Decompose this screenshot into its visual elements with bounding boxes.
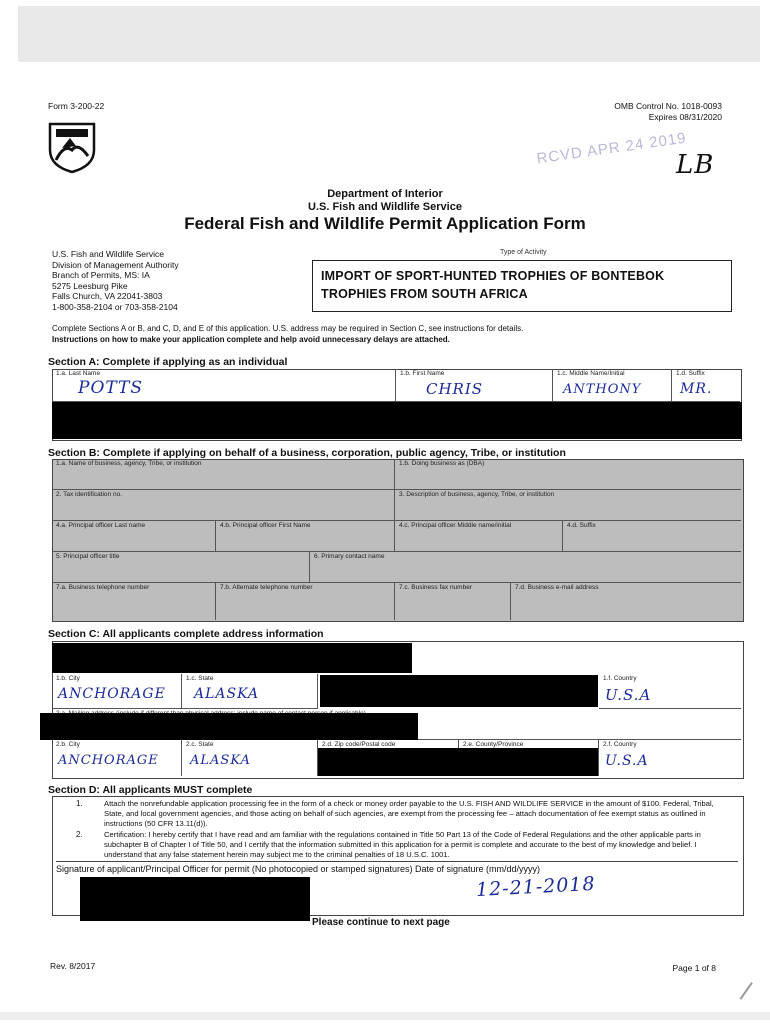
first-name-label: 1.b. First Name bbox=[400, 370, 445, 377]
field-label: 7.a. Business telephone number bbox=[56, 584, 150, 591]
field-label: 1.a. Name of business, agency, Tribe, or institution bbox=[56, 460, 202, 467]
field-label: 4.d. Suffix bbox=[567, 522, 596, 529]
form-number: Form 3-200-22 bbox=[48, 101, 105, 111]
state-label: 1.c. State bbox=[186, 675, 214, 682]
item-1-number: 1. bbox=[76, 799, 83, 808]
instructions-line-2: Instructions on how to make your application complete and help avoid unnecessary delays are attached. bbox=[52, 335, 450, 344]
agency-address bbox=[52, 249, 179, 312]
section-a-title: Section A: Complete if applying as an individual bbox=[48, 356, 288, 368]
staff-initials: LB bbox=[676, 150, 715, 180]
field-label: 7.b. Alternate telephone number bbox=[220, 584, 313, 591]
field-label: 7.c. Business fax number bbox=[399, 584, 472, 591]
city-field[interactable] bbox=[52, 674, 182, 709]
business-description-field[interactable] bbox=[395, 490, 741, 521]
field-label: 7.d. Business e-mail address bbox=[515, 584, 599, 591]
field-label: 4.c. Principal officer Middle name/initial bbox=[399, 522, 512, 529]
redaction-bar bbox=[40, 713, 418, 740]
business-fax-field[interactable] bbox=[395, 583, 511, 620]
mailing-state-field[interactable] bbox=[182, 740, 318, 776]
business-email-field[interactable] bbox=[511, 583, 741, 620]
scan-bottom-band bbox=[0, 1012, 770, 1020]
mailing-zip-label: 2.d. Zip code/Postal code bbox=[322, 741, 396, 748]
country-label: 1.f. Country bbox=[603, 675, 637, 682]
mailing-state-label: 2.c. State bbox=[186, 741, 214, 748]
mailing-city-field[interactable] bbox=[52, 740, 182, 776]
city-value: ANCHORAGE bbox=[58, 686, 166, 702]
activity-line-2: TROPHIES FROM SOUTH AFRICA bbox=[321, 287, 528, 301]
signature-redaction bbox=[80, 877, 310, 921]
officer-title-field[interactable] bbox=[52, 552, 310, 583]
field-label: 4.a. Principal officer Last name bbox=[56, 522, 146, 529]
section-d-title: Section D: All applicants MUST complete bbox=[48, 784, 253, 796]
instructions-line-1: Complete Sections A or B, and C, D, and E of this application. U.S. address may be required in Section C, see instructions for details. bbox=[52, 324, 524, 333]
country-field[interactable] bbox=[599, 674, 741, 709]
expiry-date: Expires 08/31/2020 bbox=[648, 112, 722, 122]
mailing-country-field[interactable] bbox=[599, 740, 741, 776]
mailing-city-value: ANCHORAGE bbox=[58, 753, 159, 768]
address-line: 1-800-358-2104 or 703-358-2104 bbox=[52, 301, 178, 312]
field-label: 4.b. Principal officer First Name bbox=[220, 522, 311, 529]
officer-suffix-field[interactable] bbox=[563, 521, 741, 552]
redaction-bar bbox=[52, 643, 412, 673]
scan-top-band bbox=[18, 6, 760, 62]
mailing-county-label: 2.e. County/Province bbox=[463, 741, 524, 748]
activity-box[interactable] bbox=[312, 260, 732, 312]
business-phone-field[interactable] bbox=[52, 583, 216, 620]
mailing-country-label: 2.f. Country bbox=[603, 741, 637, 748]
fee-instruction: Attach the nonrefundable application processing fee in the form of a check or money order payable to the U.S. FISH AND WILDLIFE SERVICE in the amount of $100. Federal, Tribal, State, and local government agencies, and those acting on behalf of such agencies, are exempt from the processing fee – attach documentation of fee exempt status as outlined in instructions (50 CFR 13.11(d)). bbox=[104, 799, 714, 828]
primary-contact-field[interactable] bbox=[310, 552, 741, 583]
fws-seal-logo bbox=[46, 120, 98, 174]
service-name: U.S. Fish and Wildlife Service bbox=[308, 201, 462, 213]
officer-middle-name-field[interactable] bbox=[395, 521, 563, 552]
suffix-field[interactable] bbox=[672, 369, 740, 402]
first-name-field[interactable] bbox=[396, 369, 553, 402]
officer-first-name-field[interactable] bbox=[216, 521, 395, 552]
business-name-field[interactable] bbox=[52, 459, 395, 490]
address-line: Falls Church, VA 22041-3803 bbox=[52, 291, 163, 301]
field-label: 5. Principal officer title bbox=[56, 553, 120, 560]
redaction-bar bbox=[52, 402, 742, 439]
address-line: Branch of Permits, MS: IA bbox=[52, 270, 150, 280]
department-name: Department of Interior bbox=[327, 188, 443, 200]
divider bbox=[56, 861, 738, 862]
signature-date[interactable]: 12-21-2018 bbox=[475, 872, 597, 902]
redaction-bar bbox=[318, 748, 598, 776]
dba-field[interactable] bbox=[395, 459, 741, 490]
middle-name-label: 1.c. Middle Name/Initial bbox=[557, 370, 625, 377]
signature-label: Signature of applicant/Principal Officer for permit (No photocopied or stamped signatures) Date of signature (mm/dd/yyyy) bbox=[56, 864, 541, 874]
form-title: Federal Fish and Wildlife Permit Application Form bbox=[184, 214, 586, 233]
certification-text: Certification: I hereby certify that I have read and am familiar with the regulations contained in Title 50 Part 13 of the Code of Federal Regulations and the other applicable parts in subchapter B of Chapter I of Title 50, and I certify that the information submitted in this application for a permit is complete and accurate to the best of my knowledge and belief. I understand that any false statement herein may subject me to the criminal penalties of 18 U.S.C. 1001. bbox=[104, 830, 701, 859]
officer-last-name-field[interactable] bbox=[52, 521, 216, 552]
field-label: 6. Primary contact name bbox=[314, 553, 385, 560]
address-line: 5275 Leesburg Pike bbox=[52, 280, 128, 291]
last-name-label: 1.a. Last Name bbox=[56, 370, 101, 377]
state-value: ALASKA bbox=[194, 686, 260, 702]
address-line: Division of Management Authority bbox=[52, 259, 179, 270]
country-value: U.S.A bbox=[605, 686, 652, 704]
field-label: 1.b. Doing business as (DBA) bbox=[399, 460, 485, 467]
redaction-bar bbox=[320, 675, 598, 707]
activity-label: Type of Activity bbox=[500, 249, 547, 256]
suffix-value: MR. bbox=[680, 381, 713, 397]
middle-name-value: ANTHONY bbox=[563, 382, 642, 397]
page-number: Page 1 of 8 bbox=[672, 963, 716, 973]
scan-mark bbox=[740, 982, 753, 999]
address-line: U.S. Fish and Wildlife Service bbox=[52, 249, 164, 259]
last-name-field[interactable] bbox=[52, 369, 396, 402]
section-b-title: Section B: Complete if applying on behalf of a business, corporation, public agency, Tribe, or institution bbox=[48, 447, 566, 459]
continue-notice: Please continue to next page bbox=[312, 917, 450, 928]
mailing-country-value: U.S.A bbox=[605, 753, 649, 769]
state-field[interactable] bbox=[182, 674, 318, 709]
suffix-label: 1.d. Suffix bbox=[676, 370, 705, 377]
tax-id-field[interactable] bbox=[52, 490, 395, 521]
middle-name-field[interactable] bbox=[553, 369, 672, 402]
mailing-city-label: 2.b. City bbox=[56, 741, 80, 748]
first-name-value: CHRIS bbox=[426, 380, 484, 398]
section-c-title: Section C: All applicants complete address information bbox=[48, 628, 324, 640]
field-label: 2. Tax identification no. bbox=[56, 491, 123, 498]
last-name-value: POTTS bbox=[78, 378, 144, 398]
activity-line-1: IMPORT OF SPORT-HUNTED TROPHIES OF BONTEBOK bbox=[321, 269, 665, 283]
alternate-phone-field[interactable] bbox=[216, 583, 395, 620]
revision: Rev. 8/2017 bbox=[50, 961, 96, 971]
item-2-number: 2. bbox=[76, 830, 83, 839]
received-stamp: RCVD APR 24 2019 bbox=[535, 129, 688, 168]
omb-control: OMB Control No. 1018-0093 bbox=[614, 101, 722, 111]
field-label: 3. Description of business, agency, Tribe, or institution bbox=[399, 491, 555, 498]
mailing-state-value: ALASKA bbox=[190, 753, 251, 768]
city-label: 1.b. City bbox=[56, 675, 80, 682]
